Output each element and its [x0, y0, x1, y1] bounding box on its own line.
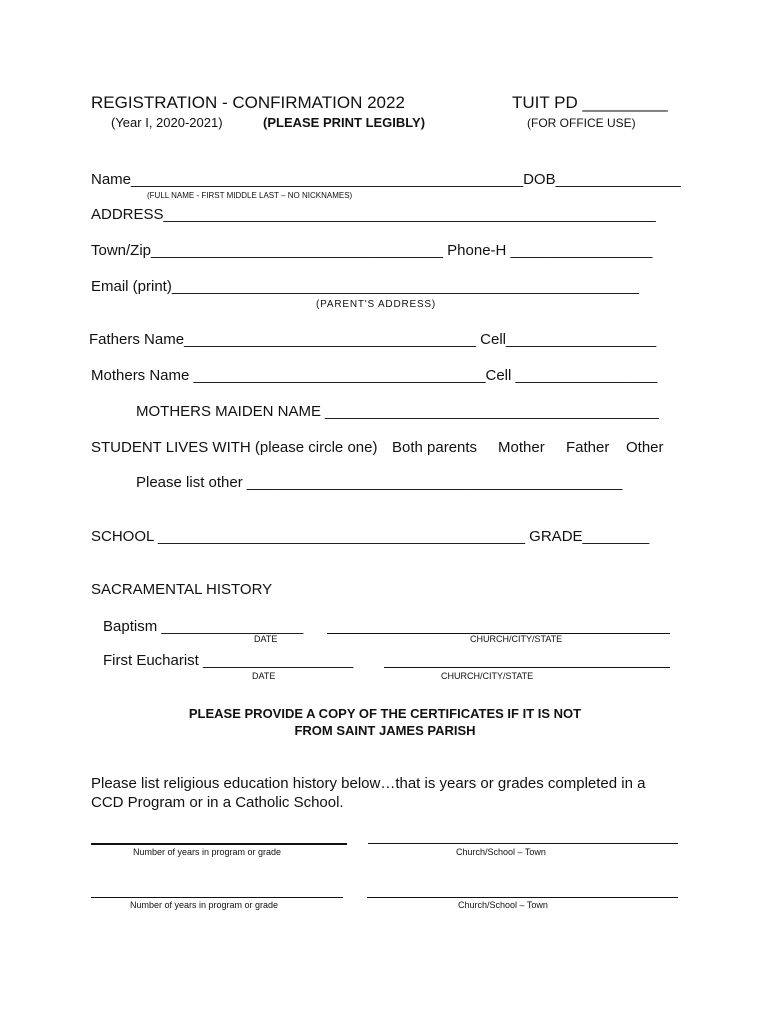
name-hint: (FULL NAME - FIRST MIDDLE LAST – NO NICKNAMES)	[147, 191, 353, 200]
email-field[interactable]: Email (print)________________________________________________________	[91, 278, 640, 295]
history-church-line-1[interactable]	[368, 843, 678, 844]
baptism-date-label: DATE	[254, 634, 278, 644]
history-years-label-2: Number of years in program or grade	[130, 900, 279, 910]
history-church-label-1: Church/School – Town	[456, 847, 546, 857]
baptism-date-field[interactable]: Baptism _________________	[103, 618, 304, 635]
first-eucharist-church-label: CHURCH/CITY/STATE	[441, 671, 534, 681]
print-legibly-note: (PLEASE PRINT LEGIBLY)	[263, 115, 426, 130]
option-mother[interactable]: Mother	[498, 439, 545, 456]
name-dob-field[interactable]: Name_______________________________________________DOB_______________	[91, 171, 681, 188]
form-title: REGISTRATION - CONFIRMATION 2022	[91, 93, 405, 112]
history-instructions-line1: Please list religious education history below…that is years or grades completed in a	[91, 775, 646, 792]
baptism-church-label: CHURCH/CITY/STATE	[470, 634, 563, 644]
fathers-name-field[interactable]: Fathers Name___________________________________ Cell__________________	[89, 331, 657, 348]
history-church-label-2: Church/School – Town	[458, 900, 548, 910]
option-father[interactable]: Father	[566, 439, 610, 456]
address-field[interactable]: ADDRESS___________________________________________________________	[91, 206, 656, 223]
history-years-label-1: Number of years in program or grade	[133, 847, 282, 857]
certificate-notice-line1: PLEASE PROVIDE A COPY OF THE CERTIFICATES IF IT IS NOT	[188, 706, 582, 721]
school-grade-field[interactable]: SCHOOL ____________________________________________ GRADE________	[91, 528, 650, 545]
history-church-line-2[interactable]	[367, 897, 678, 898]
sacramental-history-heading: SACRAMENTAL HISTORY	[91, 581, 273, 598]
option-both-parents[interactable]: Both parents	[392, 439, 478, 456]
first-eucharist-date-label: DATE	[252, 671, 276, 681]
history-instructions-line2: CCD Program or in a Catholic School.	[91, 794, 344, 811]
history-years-line-2[interactable]	[91, 897, 343, 898]
student-lives-with-label: STUDENT LIVES WITH (please circle one)	[91, 439, 378, 456]
email-hint: (PARENT'S ADDRESS)	[316, 299, 437, 310]
office-use-note: (FOR OFFICE USE)	[527, 116, 636, 130]
first-eucharist-church-line[interactable]	[384, 667, 670, 668]
tuit-field[interactable]: TUIT PD _________	[512, 93, 668, 112]
first-eucharist-date-field[interactable]: First Eucharist __________________	[103, 652, 354, 669]
certificate-notice-line2: FROM SAINT JAMES PARISH	[294, 723, 476, 738]
mothers-maiden-name-field[interactable]: MOTHERS MAIDEN NAME ________________________________________	[136, 403, 659, 420]
option-other[interactable]: Other	[626, 439, 664, 456]
year-subtitle: (Year I, 2020-2021)	[111, 115, 223, 130]
mothers-name-field[interactable]: Mothers Name ___________________________________Cell _________________	[91, 367, 658, 384]
history-years-line-1[interactable]	[91, 843, 347, 845]
town-zip-phone-field[interactable]: Town/Zip___________________________________ Phone-H _________________	[91, 242, 653, 259]
please-list-other-field[interactable]: Please list other _____________________________________________	[136, 474, 623, 491]
